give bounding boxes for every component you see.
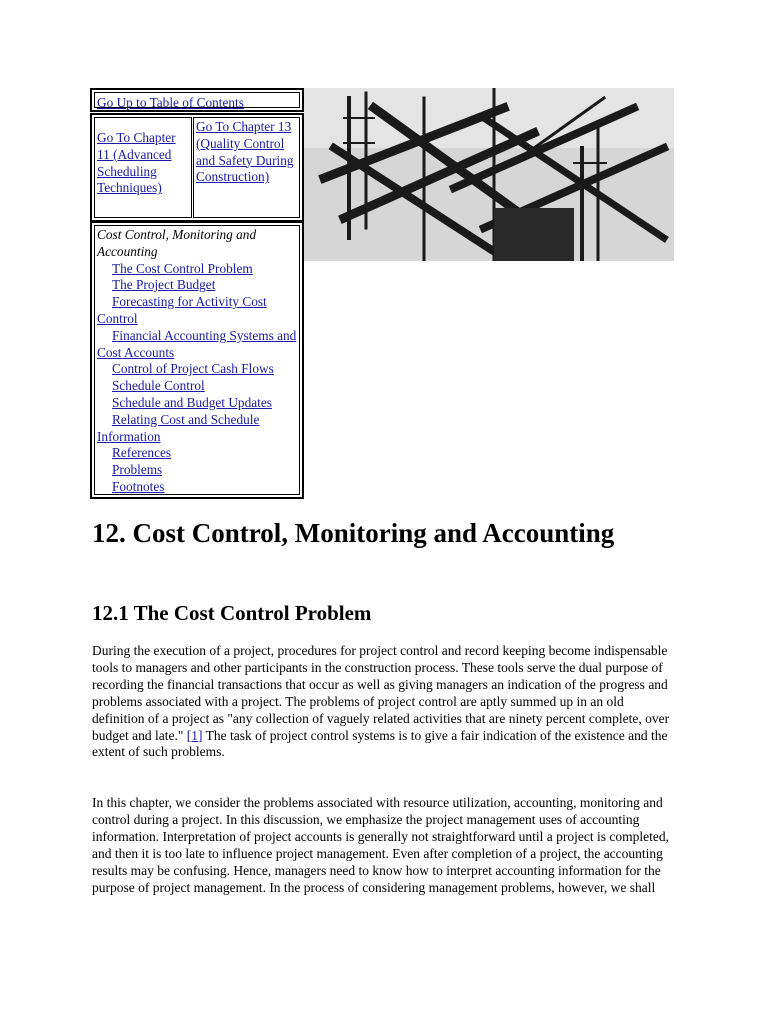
- toc-item-link[interactable]: Problems: [112, 462, 163, 478]
- body-paragraph-1: [92, 643, 672, 761]
- footnote-1-link[interactable]: [1]: [186, 727, 203, 743]
- paragraph-1-text-after: The task of project control systems is to give a fair indication of the existence and the extent of such problems.: [92, 727, 668, 760]
- nav-up-cell: [94, 92, 300, 108]
- nav-up-box: [90, 88, 304, 112]
- section-heading: 12.1 The Cost Control Problem: [92, 601, 372, 625]
- steel-frame-icon: [304, 88, 674, 261]
- toc-item-link[interactable]: Financial Accounting Systems and Cost Accounts: [97, 327, 297, 360]
- toc-title: Cost Control, Monitoring and Accounting: [97, 227, 257, 259]
- next-chapter-link[interactable]: Go To Chapter 13 (Quality Control and Safety During Construction): [196, 119, 294, 185]
- toc-item-link[interactable]: Relating Cost and Schedule Information: [97, 411, 260, 444]
- chapter-heading: 12. Cost Control, Monitoring and Accounting: [92, 518, 615, 548]
- toc-item-link[interactable]: Control of Project Cash Flows: [112, 361, 274, 377]
- toc-item-link[interactable]: Forecasting for Activity Cost Control: [97, 294, 267, 326]
- toc-item-link[interactable]: Schedule Control: [112, 378, 205, 394]
- toc-item-link[interactable]: Schedule and Budget Updates: [112, 394, 272, 410]
- toc-item-link[interactable]: Footnotes: [112, 478, 165, 494]
- prev-chapter-link[interactable]: Go To Chapter 11 (Advanced Scheduling Techniques): [97, 130, 176, 196]
- toc-item-link[interactable]: The Project Budget: [112, 277, 216, 293]
- paragraph-1-text-before: During the execution of a project, procedures for project control and record keeping become indispensable tools to managers and other participants in the construction process. These tools serve the dual purpose of recording the financial transactions that occur as well as giving managers an indication of the progress and problems associated with a project. The problems of project control are aptly summed up in an old definition of a project as "any collection of vaguely related activities that are ninety percent complete, over budget and late.": [92, 643, 670, 743]
- chapter-toc-box: [90, 221, 304, 499]
- toc-item-link[interactable]: The Cost Control Problem: [112, 260, 253, 276]
- body-paragraph-2: In this chapter, we consider the problems associated with resource utilization, accounting, monitoring and control during a project. In this discussion, we emphasize the project management uses of accounting information. Interpretation of project accounts is generally not straightforward until a project is completed, and then it is too late to influence project management. Even after completion of a project, the accounting results may be confusing. Hence, managers need to know how to interpret accounting information for the purpose of project management. In the process of considering management problems, however, we shall: [92, 795, 669, 895]
- up-to-toc-link[interactable]: Go Up to Table of Contents: [97, 95, 244, 110]
- nav-prev-cell: [94, 117, 192, 218]
- nav-chapters-box: [90, 113, 304, 222]
- chapter-toc: [94, 225, 300, 495]
- toc-list: [97, 261, 298, 496]
- nav-next-cell: [193, 117, 300, 218]
- toc-item-link[interactable]: References: [112, 445, 172, 461]
- steel-frame-photo: [304, 88, 674, 261]
